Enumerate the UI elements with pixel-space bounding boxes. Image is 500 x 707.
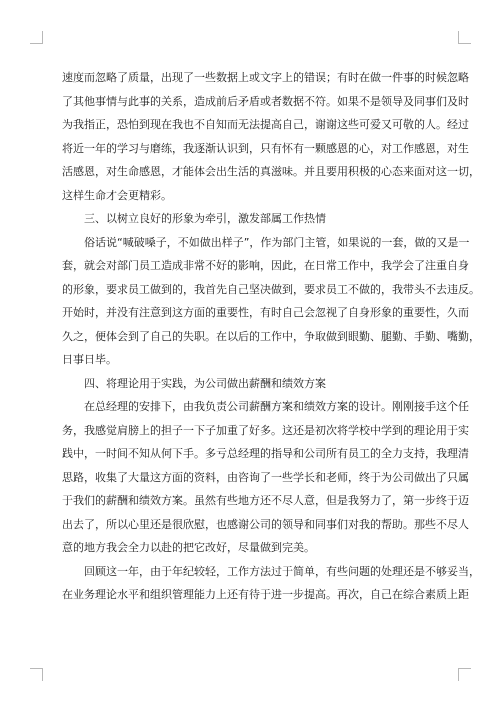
document-body (62, 66, 480, 607)
paragraph-line: 出去了，所以心里还是很欣慰，也感谢公司的领导和同事们对我的帮助。那些不尽人 (62, 517, 469, 531)
corner-mark-bottom-right (458, 668, 471, 681)
paragraph-line: 了其他事情与此事的关系，造成前后矛盾或者数据不符。如果不是领导及同事们及时 (62, 94, 469, 108)
paragraph-line: 意的地方我会全力以赴的把它改好，尽量做到完美。 (62, 541, 315, 554)
paragraph-line: 将近一年的学习与磨练，我逐渐认识到，只有怀有一颗感恩的心，对工作感恩，对生 (62, 141, 469, 155)
paragraph-line: 务，我感觉肩膀上的担子一下子加重了好多。这还是初次将学校中学到的理论用于实 (62, 423, 469, 437)
paragraph-line: 在总经理的安排下，由我负责公司薪酬方案和绩效方案的设计。刚刚接手这个任 (84, 400, 469, 413)
paragraph-line: 开始时，并没有注意到这方面的重要性，有时自己会忽视了自身形象的重要性，久而 (62, 306, 469, 319)
paragraph-line: 俗话说“喊破嗓子，不如做出样子”，作为部门主管，如果说的一套，做的又是一 (84, 235, 470, 249)
corner-mark-bottom-left (30, 668, 43, 681)
corner-mark-top-left (30, 31, 43, 44)
paragraph-line: 思路，收集了大量这方面的资料，由咨询了一些学长和老师，终于为公司做出了只属 (62, 470, 469, 484)
paragraph-line: 在业务理论水平和组织管理能力上还有待于进一步提高。再次，自己在综合素质上距 (62, 588, 469, 601)
paragraph-line: 于我们的薪酬和绩效方案。虽然有些地方还不尽人意，但是我努力了，第一步终于迈 (62, 494, 469, 507)
paragraph-line: 践中，一时间不知从何下手。多亏总经理的指导和公司所有员工的全力支持，我理清 (62, 447, 469, 460)
corner-mark-top-right (458, 31, 471, 44)
paragraph-line: 的形象，要求员工做到的，我首先自己坚决做到，要求员工不做的，我带头不去违反。 (62, 282, 480, 296)
section-heading: 四、将理论用于实践，为公司做出薪酬和绩效方案 (84, 376, 326, 390)
paragraph-line: 久之，便体会到了自己的失职。在以后的工作中，争取做到眼勤、腿勤、手勤、嘴勤， (62, 329, 480, 343)
paragraph-line: 活感恩，对生命感恩，才能体会出生活的真滋味。并且要用积极的心态来面对这一切， (62, 165, 480, 178)
paragraph-line: 这样生命才会更精彩。 (62, 188, 172, 202)
paragraph-line: 套，就会对部门员工造成非常不好的影响，因此，在日常工作中，我学会了注重自身 (62, 259, 469, 272)
paragraph-line: 速度而忽略了质量，出现了一些数据上或文字上的错误；有时在做一件事的时候忽略 (62, 71, 469, 84)
paragraph-line: 回顾这一年，由于年纪较轻，工作方法过于简单，有些问题的处理还是不够妥当， (84, 564, 480, 578)
paragraph-line: 日事日毕。 (62, 353, 117, 366)
section-heading: 三、以树立良好的形象为牵引，激发部属工作热情 (84, 212, 326, 225)
paragraph-line: 为我指正，恐怕到现在我也不自知而无法提高自己，谢谢这些可爱又可敬的人。经过 (62, 118, 469, 131)
